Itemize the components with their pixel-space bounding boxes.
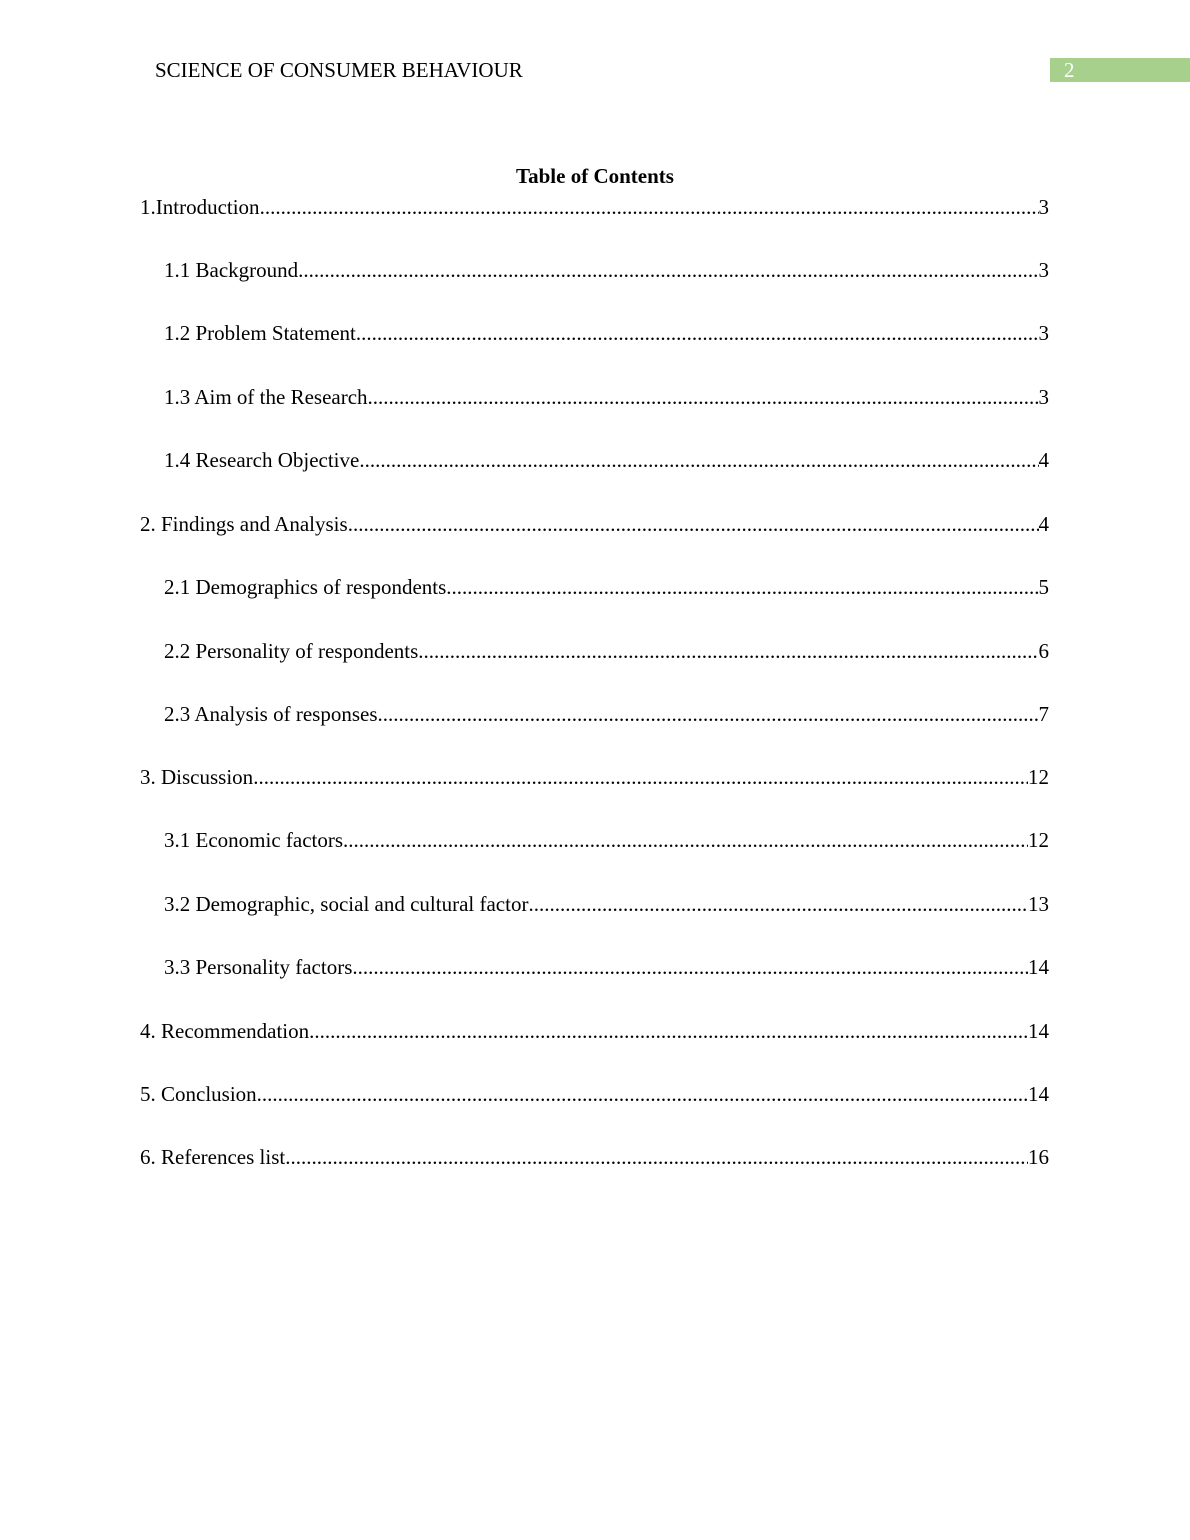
toc-entry-page: 14 (1028, 1082, 1049, 1106)
toc-entry-page: 6 (1038, 639, 1049, 663)
toc-entry-page: 14 (1028, 955, 1049, 979)
dot-leader (253, 765, 1028, 790)
toc-entry-page: 4 (1038, 448, 1049, 472)
toc-entry-page: 12 (1028, 828, 1049, 852)
toc-entry-label: 3.2 Demographic, social and cultural factor (164, 892, 529, 916)
toc-entry[interactable] (140, 1019, 1049, 1044)
toc-entry-label: 2.2 Personality of respondents (164, 639, 419, 663)
toc-entry-label: 3. Discussion (140, 765, 254, 789)
toc-entry-label: 6. References list (140, 1145, 286, 1169)
toc-entry-label: 2. Findings and Analysis (140, 512, 348, 536)
dot-leader (378, 702, 1039, 727)
toc-entry[interactable] (164, 258, 1049, 283)
dot-leader (368, 385, 1039, 410)
toc-entry-page: 3 (1038, 195, 1049, 219)
toc-entry[interactable] (164, 702, 1049, 727)
page-number: 2 (1050, 58, 1190, 82)
dot-leader (257, 1082, 1028, 1107)
toc-entry-label: 3.1 Economic factors (164, 828, 344, 852)
toc-entry-page: 13 (1028, 892, 1049, 916)
toc-entry-label: 1.4 Research Objective (164, 448, 360, 472)
toc-entry[interactable] (164, 892, 1049, 917)
dot-leader (343, 828, 1028, 853)
dot-leader (352, 955, 1028, 980)
dot-leader (309, 1019, 1028, 1044)
dot-leader (348, 512, 1039, 537)
running-header: SCIENCE OF CONSUMER BEHAVIOUR (155, 58, 523, 82)
toc-entry-page: 5 (1038, 575, 1049, 599)
toc-entry[interactable] (164, 639, 1049, 664)
toc-entry-page: 3 (1038, 385, 1049, 409)
toc-entry[interactable] (140, 1145, 1049, 1170)
toc-entry-label: 2.1 Demographics of respondents (164, 575, 447, 599)
dot-leader (260, 195, 1039, 220)
dot-leader (359, 448, 1038, 473)
toc-entry[interactable] (140, 765, 1049, 790)
toc-entry-page: 7 (1038, 702, 1049, 726)
toc-entry[interactable] (164, 955, 1049, 980)
toc-entry-label: 1.3 Aim of the Research (164, 385, 368, 409)
toc-entry-label: 1.1 Background (164, 258, 299, 282)
dot-leader (446, 575, 1038, 600)
toc-entry-label: 5. Conclusion (140, 1082, 257, 1106)
dot-leader (528, 892, 1028, 917)
toc-entry[interactable] (164, 575, 1049, 600)
dot-leader (285, 1145, 1028, 1170)
toc-entry[interactable] (164, 385, 1049, 410)
toc-entry-page: 14 (1028, 1019, 1049, 1043)
toc-entry-page: 3 (1038, 258, 1049, 282)
toc-entry[interactable] (164, 321, 1049, 346)
toc-entry-label: 3.3 Personality factors (164, 955, 353, 979)
dot-leader (356, 321, 1039, 346)
toc-entry-label: 1.2 Problem Statement (164, 321, 356, 345)
toc-entry[interactable] (140, 512, 1049, 537)
toc-entry-label: 2.3 Analysis of responses (164, 702, 378, 726)
toc-entry-page: 12 (1028, 765, 1049, 789)
toc-entry[interactable] (140, 1082, 1049, 1107)
toc-entry-label: 4. Recommendation (140, 1019, 310, 1043)
toc-entry-page: 16 (1028, 1145, 1049, 1169)
dot-leader (298, 258, 1038, 283)
toc-entry[interactable] (140, 195, 1049, 220)
toc-entry-label: 1.Introduction (140, 195, 260, 219)
dot-leader (418, 639, 1038, 664)
toc-entry[interactable] (164, 828, 1049, 853)
toc-entry-page: 3 (1038, 321, 1049, 345)
toc-title: Table of Contents (516, 164, 674, 188)
toc-entry[interactable] (164, 448, 1049, 473)
toc-entry-page: 4 (1038, 512, 1049, 536)
